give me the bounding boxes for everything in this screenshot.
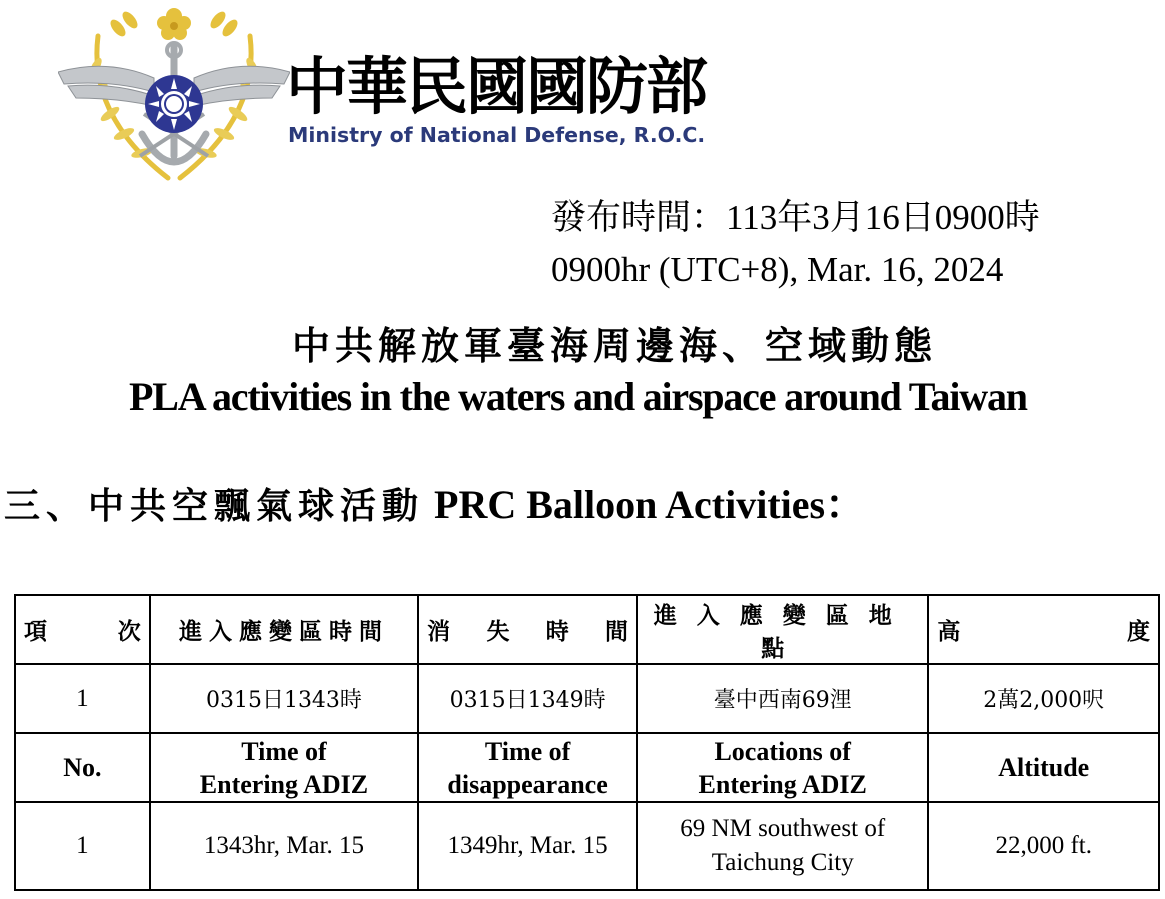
header-no-cn-char: 次 (117, 618, 141, 645)
table-header-row-cn (15, 595, 1159, 664)
header-entry-time-en-line: Entering ADIZ (199, 769, 369, 799)
header-disappear-time-en (418, 733, 637, 802)
cell-location-cn: 臺中西南69浬 (637, 664, 928, 733)
header-disappear-time-cn (418, 595, 637, 664)
cell-entry-time-cn: 0315日1343時 (150, 664, 418, 733)
org-name-en: Ministry of National Defense, R.O.C. (288, 123, 706, 147)
balloon-activity-table (14, 594, 1160, 891)
cell-altitude-cn: 2萬2,000呎 (928, 664, 1159, 733)
cell-disappear-time-en: 1349hr, Mar. 15 (418, 802, 637, 890)
cell-no: 1 (15, 664, 150, 733)
release-time-cn: 發布時間：113年3月16日0900時 (551, 198, 1040, 237)
header-location-en-line: Entering ADIZ (698, 769, 867, 799)
section-heading (4, 480, 865, 531)
cell-no: 1 (15, 802, 150, 890)
release-time-en: 0900hr (UTC+8), Mar. 16, 2024 (551, 250, 1004, 289)
page-title-en: PLA activities in the waters and airspace around Taiwan (129, 374, 1027, 419)
header-entry-time-en (150, 733, 418, 802)
mnd-emblem-logo (58, 6, 290, 188)
page-title-cn: 中共解放軍臺海周邊海、空域動態 (292, 323, 938, 368)
header-disappear-cn-char: 消 (427, 618, 451, 645)
header-altitude-cn (928, 595, 1159, 664)
header-location-cn (637, 595, 928, 664)
header-disappear-cn-char: 失 (486, 618, 510, 645)
header-disappear-time-en-line: disappearance (447, 769, 608, 799)
table-row (15, 802, 1159, 890)
header-altitude-cn-char: 高 (937, 618, 961, 645)
table-header-row-en (15, 733, 1159, 802)
header-disappear-time-en-line: Time of (484, 736, 571, 766)
header-no-cn-char: 項 (24, 618, 47, 645)
table-row (15, 664, 1159, 733)
cell-location-en-line: Taichung City (711, 849, 854, 876)
header-location-en-line: Locations of (714, 736, 851, 766)
header-location-cn-text: 進入應變區地點 (653, 601, 912, 662)
header-no-en: No. (15, 733, 150, 802)
cell-location-en (637, 802, 928, 890)
header-disappear-cn-char: 間 (605, 618, 629, 645)
cell-entry-time-en: 1343hr, Mar. 15 (150, 802, 418, 890)
section-heading-en: PRC Balloon Activities： (434, 482, 866, 527)
cell-location-en-line: 69 NM southwest of (680, 815, 886, 842)
header-altitude-en: Altitude (928, 733, 1159, 802)
header-disappear-cn-char: 時 (545, 618, 569, 645)
header-altitude-cn-char: 度 (1127, 618, 1150, 645)
cell-disappear-time-cn: 0315日1349時 (418, 664, 637, 733)
section-heading-cn: 三、中共空飄氣球活動 (4, 485, 425, 527)
header-entry-time-cn-text: 進入應變區時間 (178, 618, 389, 645)
header-location-en (637, 733, 928, 802)
header-entry-time-en-line: Time of (241, 736, 327, 766)
header-entry-time-cn (150, 595, 418, 664)
header-no-cn (15, 595, 150, 664)
org-name-cn: 中華民國國防部 (286, 50, 707, 123)
cell-altitude-en: 22,000 ft. (928, 802, 1159, 890)
